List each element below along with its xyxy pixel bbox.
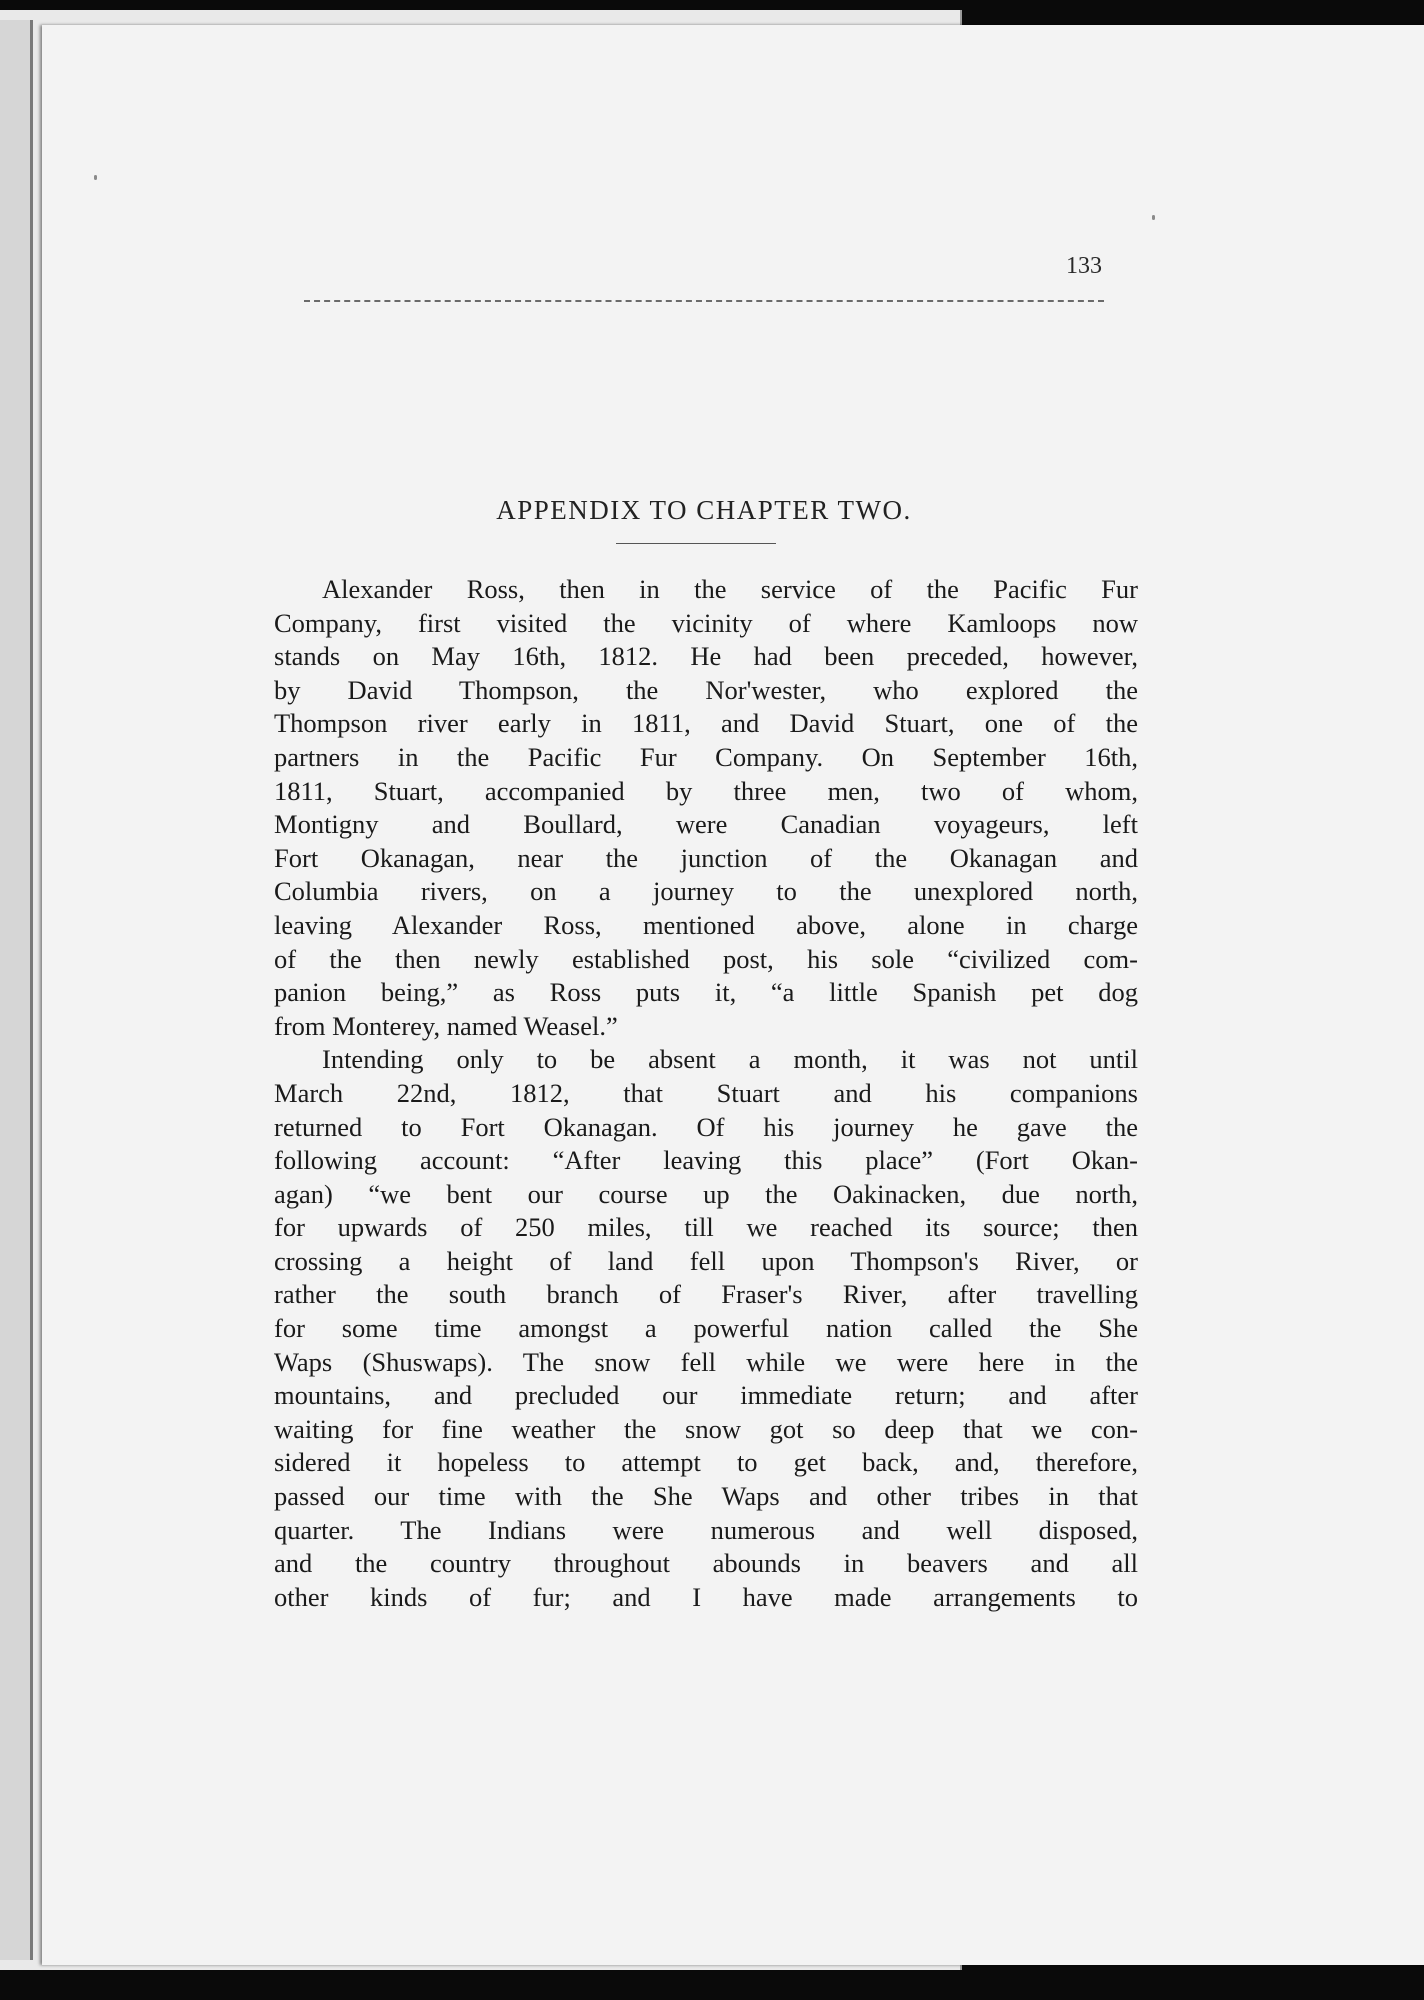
text-line: passed our time with the She Waps and other tribes in that xyxy=(274,1481,1138,1512)
chapter-title: APPENDIX TO CHAPTER TWO. xyxy=(496,495,912,525)
text-line: mountains, and precluded our immediate return; and after xyxy=(274,1380,1138,1411)
paragraph-1 xyxy=(274,573,1138,1043)
text-line: crossing a height of land fell upon Thompson's River, or xyxy=(274,1245,1138,1276)
text-line: by David Thompson, the Nor'wester, who explored the xyxy=(274,674,1138,705)
text-line: for upwards of 250 miles, till we reached its source; then xyxy=(274,1212,1138,1243)
text-line: sidered it hopeless to attempt to get back, and, therefore, xyxy=(274,1447,1138,1478)
paper-speck xyxy=(94,175,97,180)
text-line: March 22nd, 1812, that Stuart and his companions xyxy=(274,1077,1138,1108)
text-line: of the then newly established post, his sole “civilized com- xyxy=(274,943,1138,974)
text-line: panion being,” as Ross puts it, “a little Spanish pet dog xyxy=(274,977,1138,1008)
title-rule xyxy=(616,543,776,544)
paragraph-2 xyxy=(274,1043,1138,1614)
text-line: partners in the Pacific Fur Company. On September 16th, xyxy=(274,741,1138,772)
text-line: Fort Okanagan, near the junction of the Okanagan and xyxy=(274,842,1138,873)
text-line: Montigny and Boullard, were Canadian voyageurs, left xyxy=(274,809,1138,840)
text-line: other kinds of fur; and I have made arrangements to xyxy=(274,1581,1138,1612)
book-page xyxy=(42,25,1424,1965)
paper-speck xyxy=(1152,215,1155,220)
text-line: 1811, Stuart, accompanied by three men, two of whom, xyxy=(274,775,1138,806)
text-line: following account: “After leaving this place” (Fort Okan- xyxy=(274,1145,1138,1176)
text-line: Thompson river early in 1811, and David Stuart, one of the xyxy=(274,708,1138,739)
text-line: from Monterey, named Weasel.” xyxy=(274,1010,618,1041)
text-line: agan) “we bent our course up the Oakinacken, due north, xyxy=(274,1178,1138,1209)
text-line: waiting for fine weather the snow got so deep that we con- xyxy=(274,1413,1138,1444)
text-line: Intending only to be absent a month, it was not until xyxy=(322,1044,1138,1075)
text-line: quarter. The Indians were numerous and well disposed, xyxy=(274,1514,1138,1545)
body-text xyxy=(274,573,1138,1614)
text-line: leaving Alexander Ross, mentioned above, alone in charge xyxy=(274,909,1138,940)
page-number: 133 xyxy=(1066,253,1102,279)
text-line: Company, first visited the vicinity of where Kamloops now xyxy=(274,607,1138,638)
text-line: and the country throughout abounds in beavers and all xyxy=(274,1548,1138,1579)
text-line: for some time amongst a powerful nation called the She xyxy=(274,1313,1138,1344)
book-binding-edge xyxy=(0,20,33,1960)
header-rule xyxy=(304,300,1104,302)
text-line: stands on May 16th, 1812. He had been preceded, however, xyxy=(274,641,1138,672)
text-line: Alexander Ross, then in the service of the Pacific Fur xyxy=(322,574,1138,604)
text-line: returned to Fort Okanagan. Of his journey he gave the xyxy=(274,1111,1138,1142)
text-line: Waps (Shuswaps). The snow fell while we were here in the xyxy=(274,1346,1138,1377)
text-line: Columbia rivers, on a journey to the unexplored north, xyxy=(274,876,1138,907)
text-line: rather the south branch of Fraser's River, after travelling xyxy=(274,1279,1138,1310)
